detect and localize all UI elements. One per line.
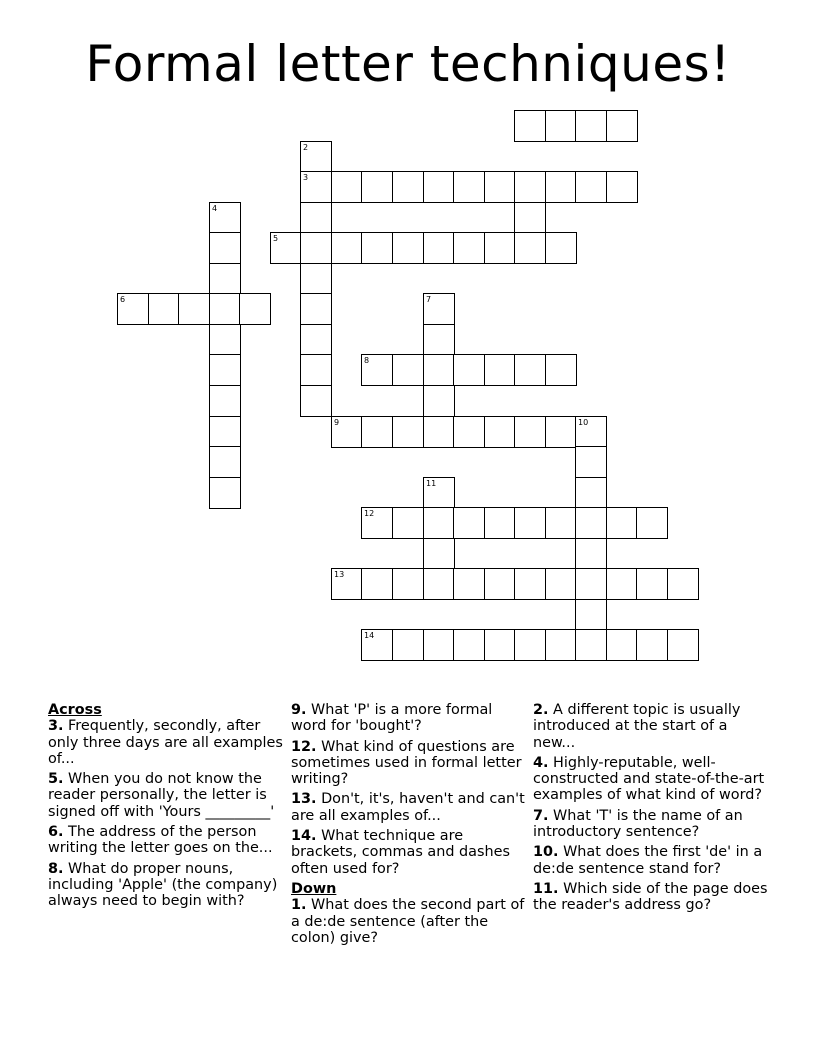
grid-cell[interactable] <box>667 629 699 661</box>
grid-cell[interactable] <box>575 477 607 509</box>
grid-cell[interactable] <box>667 568 699 600</box>
clue-text: What 'P' is a more formal word for 'bought'? <box>291 702 493 735</box>
clue-number: 2 <box>303 143 309 152</box>
grid-cell[interactable] <box>209 263 241 295</box>
grid-cell[interactable] <box>636 507 668 539</box>
grid-cell[interactable] <box>300 263 332 295</box>
clue-text: What 'T' is the name of an introductory sentence? <box>533 807 743 841</box>
grid-cell[interactable] <box>423 416 455 448</box>
grid-cell[interactable] <box>514 202 546 234</box>
grid-cell[interactable] <box>545 171 577 203</box>
grid-cell[interactable] <box>514 171 546 203</box>
grid-cell[interactable] <box>331 416 363 448</box>
grid-cell[interactable] <box>575 538 607 570</box>
clue-number: 8 <box>364 356 370 365</box>
clue-text: What does the second part of a de:de sentence (after the colon) give? <box>291 897 525 946</box>
grid-cell[interactable] <box>484 354 516 386</box>
clue-number: 4 <box>212 204 218 213</box>
grid-cell[interactable] <box>453 232 485 264</box>
grid-cell[interactable] <box>361 629 393 661</box>
clue-number: 8. <box>48 860 64 877</box>
clue-number: 13. <box>291 791 317 808</box>
grid-cell[interactable] <box>392 568 424 600</box>
grid-cell[interactable] <box>545 629 577 661</box>
grid-cell[interactable] <box>606 110 638 142</box>
grid-cell[interactable] <box>392 171 424 203</box>
clue-text: A different topic is usually introduced at the start of a new... <box>533 702 741 751</box>
clue-number: 14 <box>364 631 375 640</box>
grid-cell[interactable] <box>331 232 363 264</box>
grid-cell[interactable] <box>361 568 393 600</box>
grid-cell[interactable] <box>514 568 546 600</box>
grid-cell[interactable] <box>423 324 455 356</box>
grid-cell[interactable] <box>209 446 241 478</box>
grid-cell[interactable] <box>545 354 577 386</box>
grid-cell[interactable] <box>575 446 607 478</box>
grid-cell[interactable] <box>209 416 241 448</box>
grid-cell[interactable] <box>392 507 424 539</box>
clue-text: Frequently, secondly, after only three days are all examples of... <box>48 718 283 767</box>
puzzle-title: Formal letter techniques! <box>85 35 731 93</box>
grid-cell[interactable] <box>331 171 363 203</box>
clue-item <box>48 824 284 857</box>
grid-cell[interactable] <box>514 416 546 448</box>
grid-cell[interactable] <box>545 568 577 600</box>
grid-cell[interactable] <box>575 171 607 203</box>
clue-number: 13 <box>334 570 345 579</box>
clue-number: 6. <box>48 824 64 841</box>
grid-cell[interactable] <box>209 202 241 234</box>
grid-cell[interactable] <box>270 232 302 264</box>
clue-item <box>291 791 527 824</box>
grid-cell[interactable] <box>423 477 455 509</box>
clue-item <box>291 702 527 735</box>
clue-text: When you do not know the reader personally, the letter is signed off with 'Yours _________' <box>48 771 275 820</box>
grid-cell[interactable] <box>148 293 180 325</box>
grid-cell[interactable] <box>606 171 638 203</box>
clue-number: 10. <box>533 844 559 861</box>
grid-cell[interactable] <box>209 385 241 417</box>
grid-cell[interactable] <box>300 141 332 173</box>
grid-cell[interactable] <box>606 568 638 600</box>
grid-cell[interactable] <box>514 110 546 142</box>
grid-cell[interactable] <box>606 629 638 661</box>
across-clue-list <box>48 718 284 909</box>
clue-number: 1. <box>291 897 307 914</box>
grid-cell[interactable] <box>545 232 577 264</box>
grid-cell[interactable] <box>300 293 332 325</box>
grid-cell[interactable] <box>575 629 607 661</box>
clue-text: Which side of the page does the reader's address go? <box>533 880 768 914</box>
clue-number: 9. <box>291 702 307 718</box>
clue-number: 9 <box>334 418 340 427</box>
grid-cell[interactable] <box>575 507 607 539</box>
grid-cell[interactable] <box>361 354 393 386</box>
clue-text: What do proper nouns, including 'Apple' (the company) always need to begin with? <box>48 860 278 910</box>
grid-cell[interactable] <box>331 568 363 600</box>
clue-item <box>291 897 527 946</box>
grid-cell[interactable] <box>423 232 455 264</box>
grid-cell[interactable] <box>209 324 241 356</box>
clue-number: 12 <box>364 509 375 518</box>
grid-cell[interactable] <box>117 293 149 325</box>
grid-cell[interactable] <box>514 629 546 661</box>
grid-cell[interactable] <box>514 232 546 264</box>
grid-cell[interactable] <box>545 110 577 142</box>
clue-number: 11 <box>426 479 437 488</box>
grid-cell[interactable] <box>606 507 638 539</box>
grid-cell[interactable] <box>361 171 393 203</box>
grid-cell[interactable] <box>423 354 455 386</box>
grid-cell[interactable] <box>300 324 332 356</box>
grid-cell[interactable] <box>514 354 546 386</box>
clue-item <box>533 808 769 841</box>
clue-text: What technique are brackets, commas and dashes often used for? <box>291 828 510 877</box>
clue-text: Highly-reputable, well-constructed and state-of-the-art examples of what kind of word? <box>533 754 765 804</box>
grid-cell[interactable] <box>392 629 424 661</box>
clue-text: Don't, it's, haven't and can't are all examples of... <box>291 791 525 824</box>
grid-cell[interactable] <box>392 416 424 448</box>
down-clue-list <box>291 897 527 946</box>
grid-cell[interactable] <box>423 538 455 570</box>
grid-cell[interactable] <box>575 599 607 631</box>
grid-cell[interactable] <box>453 416 485 448</box>
grid-cell[interactable] <box>423 568 455 600</box>
grid-cell[interactable] <box>423 171 455 203</box>
grid-cell[interactable] <box>575 416 607 448</box>
clue-number: 6 <box>120 295 126 304</box>
clue-number: 5 <box>273 234 279 243</box>
clue-column-1 <box>48 702 284 914</box>
grid-cell[interactable] <box>178 293 210 325</box>
clue-item <box>533 844 769 877</box>
grid-cell[interactable] <box>392 354 424 386</box>
clue-text: What kind of questions are sometimes used in formal letter writing? <box>291 738 522 788</box>
grid-cell[interactable] <box>636 568 668 600</box>
clue-item <box>533 755 769 804</box>
grid-cell[interactable] <box>209 477 241 509</box>
grid-cell[interactable] <box>300 202 332 234</box>
clue-item <box>48 861 284 910</box>
grid-cell[interactable] <box>484 629 516 661</box>
clue-number: 12. <box>291 738 317 755</box>
clue-number: 3 <box>303 173 309 182</box>
grid-cell[interactable] <box>514 507 546 539</box>
grid-cell[interactable] <box>545 416 577 448</box>
grid-cell[interactable] <box>484 232 516 264</box>
clue-number: 2. <box>533 702 549 718</box>
grid-cell[interactable] <box>209 232 241 264</box>
clue-column-3 <box>533 702 769 918</box>
grid-cell[interactable] <box>545 507 577 539</box>
clue-number: 7 <box>426 295 432 304</box>
grid-cell[interactable] <box>575 568 607 600</box>
grid-cell[interactable] <box>300 385 332 417</box>
grid-cell[interactable] <box>300 354 332 386</box>
grid-cell[interactable] <box>575 110 607 142</box>
grid-cell[interactable] <box>239 293 271 325</box>
clue-item <box>48 718 284 767</box>
grid-cell[interactable] <box>300 171 332 203</box>
grid-cell[interactable] <box>209 293 241 325</box>
grid-cell[interactable] <box>484 568 516 600</box>
grid-cell[interactable] <box>453 354 485 386</box>
grid-cell[interactable] <box>453 629 485 661</box>
grid-cell[interactable] <box>484 507 516 539</box>
grid-cell[interactable] <box>361 416 393 448</box>
down-clue-list-continued <box>533 702 769 914</box>
grid-cell[interactable] <box>484 416 516 448</box>
grid-cell[interactable] <box>484 171 516 203</box>
grid-cell[interactable] <box>361 232 393 264</box>
grid-cell[interactable] <box>423 629 455 661</box>
clue-number: 4. <box>533 754 549 771</box>
clue-text: What does the first 'de' in a de:de sentence stand for? <box>533 844 763 877</box>
clue-item <box>533 702 769 751</box>
grid-cell[interactable] <box>423 293 455 325</box>
across-clue-list-continued <box>291 702 527 877</box>
clue-number: 14. <box>291 828 317 845</box>
clue-item <box>48 771 284 820</box>
clue-number: 5. <box>48 771 64 788</box>
clue-column-2 <box>291 702 527 950</box>
grid-cell[interactable] <box>209 354 241 386</box>
grid-cell[interactable] <box>300 232 332 264</box>
clue-number: 10 <box>578 418 589 427</box>
grid-cell[interactable] <box>423 507 455 539</box>
grid-cell[interactable] <box>423 385 455 417</box>
clue-number: 3. <box>48 718 64 735</box>
grid-cell[interactable] <box>636 629 668 661</box>
across-heading: Across <box>48 702 102 718</box>
grid-cell[interactable] <box>453 507 485 539</box>
clue-item <box>291 828 527 877</box>
clue-item <box>533 881 769 914</box>
clue-number: 7. <box>533 807 549 824</box>
grid-cell[interactable] <box>453 568 485 600</box>
clue-text: The address of the person writing the letter goes on the... <box>48 824 273 857</box>
clue-item <box>291 739 527 788</box>
clue-number: 11. <box>533 880 559 897</box>
grid-cell[interactable] <box>453 171 485 203</box>
grid-cell[interactable] <box>361 507 393 539</box>
grid-cell[interactable] <box>392 232 424 264</box>
down-heading: Down <box>291 880 337 897</box>
